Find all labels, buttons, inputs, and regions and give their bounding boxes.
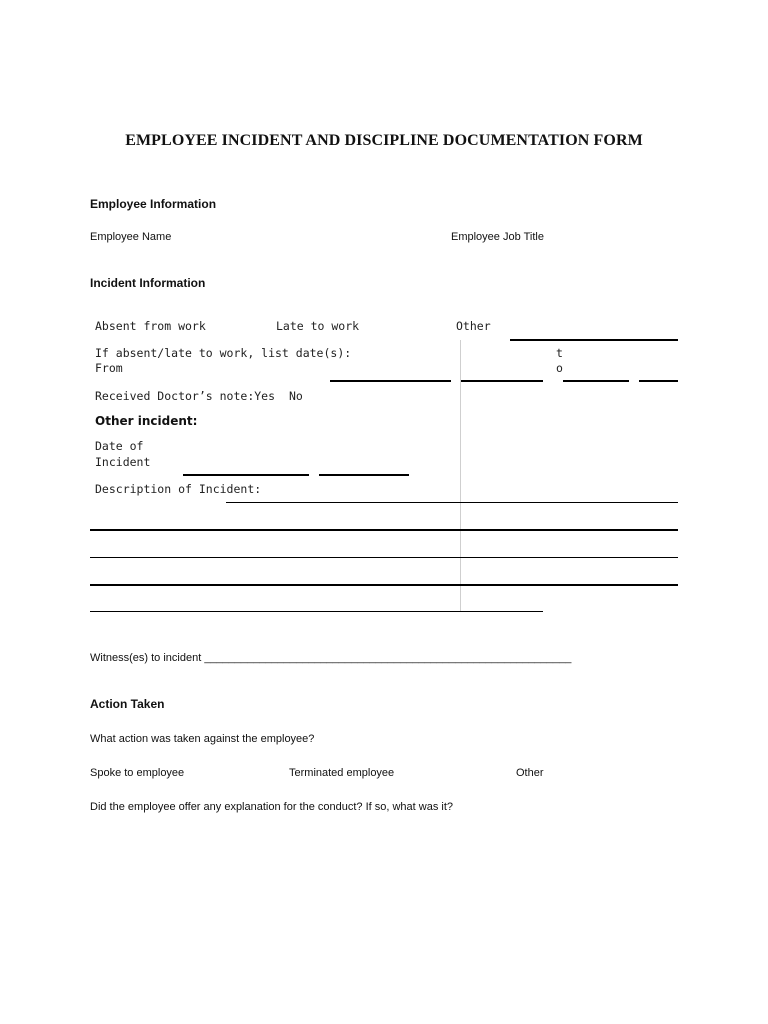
employee-information-heading: Employee Information xyxy=(90,197,217,211)
to-date-line-2[interactable] xyxy=(639,380,678,382)
description-line-3[interactable] xyxy=(90,557,678,558)
other-incident-label: Other incident: xyxy=(95,414,198,428)
incident-label: Incident xyxy=(95,455,151,469)
other-fill-line[interactable] xyxy=(510,339,678,341)
description-line-1[interactable] xyxy=(226,502,678,503)
action-question: What action was taken against the employee? xyxy=(90,733,315,745)
explanation-question: Did the employee offer any explanation for the conduct? If so, what was it? xyxy=(90,801,454,813)
from-date-line-1[interactable] xyxy=(330,380,451,382)
date-of-label: Date of xyxy=(95,439,144,453)
to-date-line-1[interactable] xyxy=(563,380,629,382)
description-line-5[interactable] xyxy=(90,611,543,612)
action-taken-heading: Action Taken xyxy=(90,697,165,711)
to-label-top: t xyxy=(556,346,563,360)
form-title: EMPLOYEE INCIDENT AND DISCIPLINE DOCUMENTATION FORM xyxy=(125,132,643,149)
description-label: Description of Incident: xyxy=(95,482,262,496)
other-option[interactable]: Other xyxy=(456,319,491,333)
terminated-employee-option[interactable]: Terminated employee xyxy=(289,767,395,779)
doctor-note-no-option[interactable]: No xyxy=(289,389,303,403)
employee-job-title-label: Employee Job Title xyxy=(451,231,544,243)
absent-from-work-option[interactable]: Absent from work xyxy=(95,319,206,333)
spoke-to-employee-option[interactable]: Spoke to employee xyxy=(90,767,185,779)
witness-line[interactable]: ____________________________________________________________ xyxy=(204,652,572,664)
witness-row[interactable] xyxy=(90,652,571,664)
late-to-work-option[interactable]: Late to work xyxy=(276,319,360,333)
incident-date-line-1[interactable] xyxy=(183,474,309,476)
action-other-option[interactable]: Other xyxy=(516,767,544,779)
from-label: From xyxy=(95,361,123,375)
doctor-note-yes-option[interactable]: Received Doctor’s note:Yes xyxy=(95,389,276,403)
description-line-2[interactable] xyxy=(90,529,678,531)
incident-date-line-2[interactable] xyxy=(319,474,409,476)
to-label-bottom: o xyxy=(556,361,563,375)
incident-information-heading: Incident Information xyxy=(90,276,206,290)
description-line-4[interactable] xyxy=(90,584,678,586)
witness-label: Witness(es) to incident xyxy=(90,652,202,664)
employee-name-label: Employee Name xyxy=(90,231,172,243)
from-date-line-2[interactable] xyxy=(461,380,543,382)
dates-label: If absent/late to work, list date(s): xyxy=(95,346,352,360)
